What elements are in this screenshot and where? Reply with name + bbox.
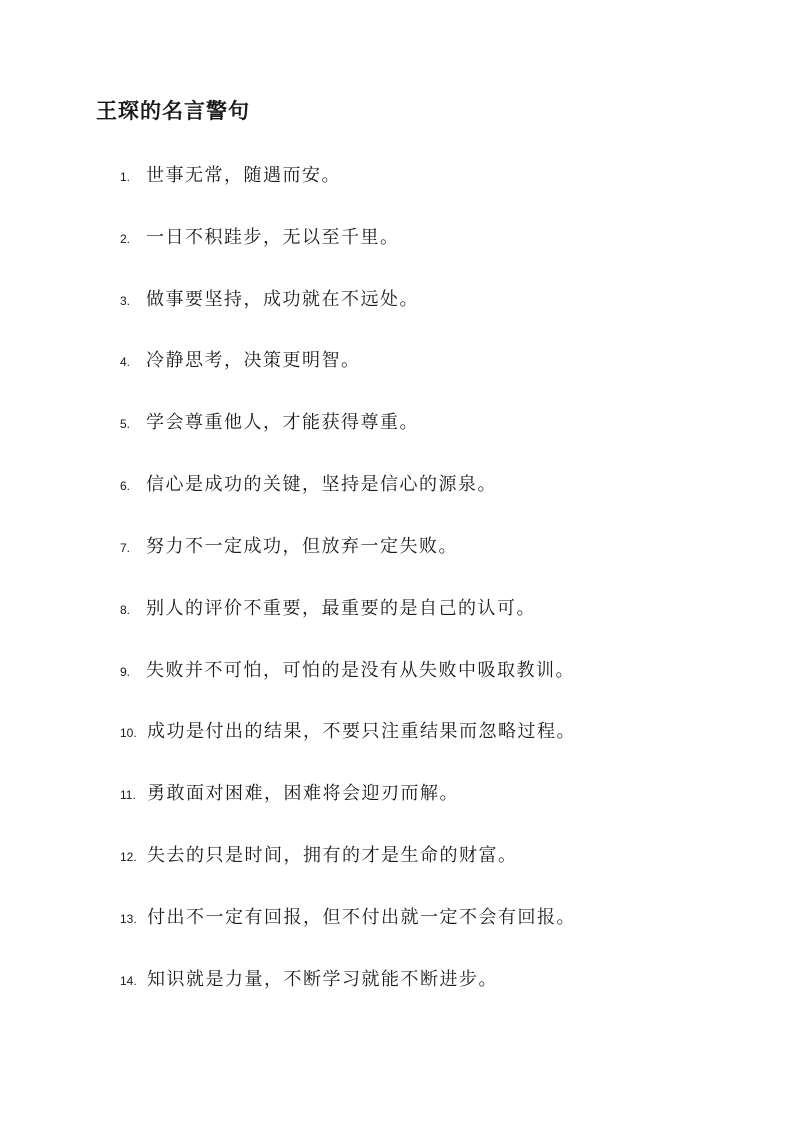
item-number: 4. [120,355,131,369]
quote-text: 别人的评价不重要，最重要的是自己的认可。 [146,598,536,619]
quote-text: 知识就是力量，不断学习就能不断进步。 [147,969,498,990]
item-number: 7. [120,541,131,555]
list-item [120,717,576,747]
list-item [120,532,458,562]
list-item [120,346,361,376]
list-item [120,841,518,871]
quote-text: 一日不积跬步，无以至千里。 [146,227,400,248]
item-number: 11. [120,788,136,802]
item-number: 13. [120,912,137,926]
list-item [120,223,400,253]
quote-text: 学会尊重他人，才能获得尊重。 [146,412,419,433]
quote-text: 勇敢面对困难，困难将会迎刃而解。 [147,783,459,804]
list-item [120,965,498,995]
quote-text: 成功是付出的结果，不要只注重结果而忽略过程。 [147,721,576,742]
item-number: 10. [120,726,137,740]
list-item [120,656,575,686]
list-item [120,470,497,500]
item-number: 5. [120,417,131,431]
page-title: 王琛的名言警句 [96,98,250,123]
item-number: 1. [120,170,131,184]
list-item [120,408,419,438]
quote-text: 努力不一定成功，但放弃一定失败。 [146,536,458,557]
item-number: 6. [120,479,131,493]
list-item [120,285,419,315]
quote-text: 冷静思考，决策更明智。 [146,350,361,371]
item-number: 12. [120,850,137,864]
item-number: 14. [120,974,137,988]
list-item [120,161,341,191]
list-item [120,594,536,624]
quote-text: 世事无常，随遇而安。 [146,165,341,186]
quote-text: 信心是成功的关键，坚持是信心的源泉。 [146,474,497,495]
item-number: 2. [120,232,131,246]
item-number: 8. [120,603,131,617]
quote-text: 失败并不可怕，可怕的是没有从失败中吸取教训。 [146,660,575,681]
item-number: 9. [120,665,131,679]
item-number: 3. [120,294,131,308]
list-item [120,903,576,933]
quote-text: 失去的只是时间，拥有的才是生命的财富。 [147,845,518,866]
quote-text: 付出不一定有回报，但不付出就一定不会有回报。 [147,907,576,928]
list-item [120,779,459,809]
quote-text: 做事要坚持，成功就在不远处。 [146,289,419,310]
